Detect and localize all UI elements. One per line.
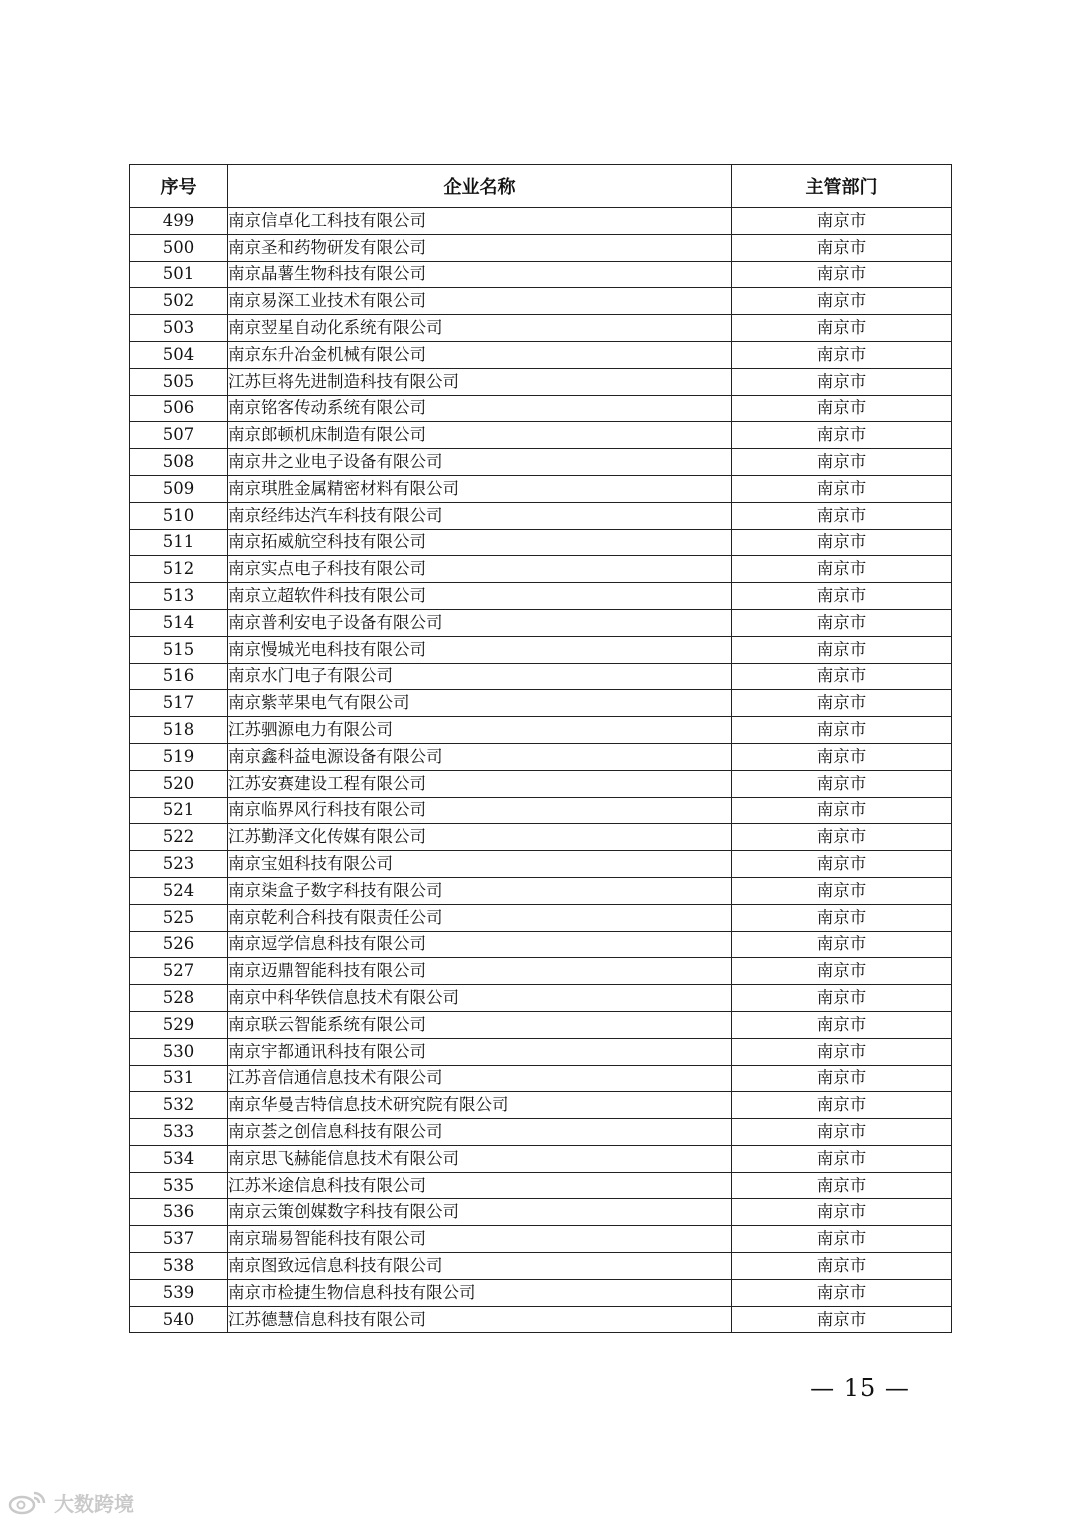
row-department: 南京市: [732, 449, 952, 476]
table-row: [130, 583, 952, 610]
row-enterprise-name: 南京宝姐科技有限公司: [228, 851, 732, 878]
row-serial-number: 509: [130, 475, 228, 502]
row-department: 南京市: [732, 529, 952, 556]
row-department: 南京市: [732, 556, 952, 583]
row-serial-number: 518: [130, 717, 228, 744]
table-row: [130, 395, 952, 422]
row-enterprise-name: 南京图致远信息科技有限公司: [228, 1253, 732, 1280]
row-serial-number: 503: [130, 315, 228, 342]
row-enterprise-name: 南京易深工业技术有限公司: [228, 288, 732, 315]
row-serial-number: 512: [130, 556, 228, 583]
row-serial-number: 522: [130, 824, 228, 851]
row-serial-number: 508: [130, 449, 228, 476]
row-department: 南京市: [732, 931, 952, 958]
row-department: 南京市: [732, 797, 952, 824]
row-department: 南京市: [732, 717, 952, 744]
row-serial-number: 514: [130, 609, 228, 636]
table-row: [130, 609, 952, 636]
row-serial-number: 534: [130, 1145, 228, 1172]
row-department: 南京市: [732, 261, 952, 288]
row-department: 南京市: [732, 315, 952, 342]
row-serial-number: 528: [130, 985, 228, 1012]
row-enterprise-name: 南京荟之创信息科技有限公司: [228, 1119, 732, 1146]
table-row: [130, 824, 952, 851]
row-serial-number: 527: [130, 958, 228, 985]
row-enterprise-name: 南京郎顿机床制造有限公司: [228, 422, 732, 449]
row-serial-number: 540: [130, 1306, 228, 1333]
table-row: [130, 556, 952, 583]
row-department: 南京市: [732, 395, 952, 422]
row-serial-number: 521: [130, 797, 228, 824]
row-enterprise-name: 南京翌星自动化系统有限公司: [228, 315, 732, 342]
table-row: [130, 208, 952, 235]
row-enterprise-name: 南京圣和药物研发有限公司: [228, 234, 732, 261]
row-enterprise-name: 南京鑫科益电源设备有限公司: [228, 743, 732, 770]
table-row: [130, 288, 952, 315]
row-serial-number: 516: [130, 663, 228, 690]
table-row: [130, 449, 952, 476]
row-enterprise-name: 南京慢城光电科技有限公司: [228, 636, 732, 663]
table-row: [130, 341, 952, 368]
table-row: [130, 1065, 952, 1092]
row-department: 南京市: [732, 583, 952, 610]
row-department: 南京市: [732, 904, 952, 931]
row-serial-number: 539: [130, 1279, 228, 1306]
row-serial-number: 531: [130, 1065, 228, 1092]
row-enterprise-name: 南京迈鼎智能科技有限公司: [228, 958, 732, 985]
row-enterprise-name: 江苏勤泽文化传媒有限公司: [228, 824, 732, 851]
table-row: [130, 904, 952, 931]
row-serial-number: 499: [130, 208, 228, 235]
row-enterprise-name: 南京井之业电子设备有限公司: [228, 449, 732, 476]
table-row: [130, 1306, 952, 1333]
table-row: [130, 958, 952, 985]
row-enterprise-name: 南京华曼吉特信息技术研究院有限公司: [228, 1092, 732, 1119]
row-department: 南京市: [732, 851, 952, 878]
row-department: 南京市: [732, 609, 952, 636]
row-department: 南京市: [732, 1119, 952, 1146]
row-enterprise-name: 南京水门电子有限公司: [228, 663, 732, 690]
row-department: 南京市: [732, 1145, 952, 1172]
page-number: — 15 —: [810, 1374, 910, 1402]
row-enterprise-name: 南京普利安电子设备有限公司: [228, 609, 732, 636]
table-row: [130, 422, 952, 449]
table-row: [130, 1145, 952, 1172]
row-enterprise-name: 南京瑞易智能科技有限公司: [228, 1226, 732, 1253]
watermark-text: 大数跨境: [54, 1492, 134, 1516]
table-row: [130, 315, 952, 342]
row-serial-number: 533: [130, 1119, 228, 1146]
row-enterprise-name: 南京经纬达汽车科技有限公司: [228, 502, 732, 529]
row-department: 南京市: [732, 234, 952, 261]
row-enterprise-name: 南京铭客传动系统有限公司: [228, 395, 732, 422]
row-department: 南京市: [732, 1092, 952, 1119]
row-enterprise-name: 江苏音信通信息技术有限公司: [228, 1065, 732, 1092]
table-row: [130, 475, 952, 502]
row-department: 南京市: [732, 824, 952, 851]
table-row: [130, 1199, 952, 1226]
row-serial-number: 515: [130, 636, 228, 663]
table-row: [130, 234, 952, 261]
row-serial-number: 530: [130, 1038, 228, 1065]
table-row: [130, 663, 952, 690]
row-department: 南京市: [732, 770, 952, 797]
row-department: 南京市: [732, 502, 952, 529]
table-row: [130, 717, 952, 744]
row-serial-number: 511: [130, 529, 228, 556]
table-row: [130, 851, 952, 878]
row-serial-number: 507: [130, 422, 228, 449]
table-row: [130, 931, 952, 958]
row-serial-number: 535: [130, 1172, 228, 1199]
table-row: [130, 770, 952, 797]
table-row: [130, 1226, 952, 1253]
row-department: 南京市: [732, 663, 952, 690]
watermark: [8, 1488, 134, 1517]
row-department: 南京市: [732, 341, 952, 368]
row-department: 南京市: [732, 368, 952, 395]
row-serial-number: 536: [130, 1199, 228, 1226]
row-department: 南京市: [732, 743, 952, 770]
row-enterprise-name: 南京乾利合科技有限责任公司: [228, 904, 732, 931]
row-serial-number: 526: [130, 931, 228, 958]
table-row: [130, 502, 952, 529]
table-row: [130, 1011, 952, 1038]
row-enterprise-name: 江苏米途信息科技有限公司: [228, 1172, 732, 1199]
row-serial-number: 532: [130, 1092, 228, 1119]
row-serial-number: 500: [130, 234, 228, 261]
table-row: [130, 1172, 952, 1199]
row-enterprise-name: 江苏驷源电力有限公司: [228, 717, 732, 744]
row-enterprise-name: 南京逗学信息科技有限公司: [228, 931, 732, 958]
row-enterprise-name: 江苏巨将先进制造科技有限公司: [228, 368, 732, 395]
row-serial-number: 529: [130, 1011, 228, 1038]
row-serial-number: 502: [130, 288, 228, 315]
row-serial-number: 523: [130, 851, 228, 878]
row-department: 南京市: [732, 208, 952, 235]
table-row: [130, 529, 952, 556]
table-row: [130, 1119, 952, 1146]
row-serial-number: 510: [130, 502, 228, 529]
table-row: [130, 368, 952, 395]
row-department: 南京市: [732, 1065, 952, 1092]
table-body: [130, 208, 952, 1333]
table-row: [130, 1279, 952, 1306]
row-enterprise-name: 南京东升冶金机械有限公司: [228, 341, 732, 368]
row-enterprise-name: 南京思飞赫能信息技术有限公司: [228, 1145, 732, 1172]
row-enterprise-name: 南京紫苹果电气有限公司: [228, 690, 732, 717]
row-department: 南京市: [732, 422, 952, 449]
row-department: 南京市: [732, 1038, 952, 1065]
table-row: [130, 690, 952, 717]
row-department: 南京市: [732, 958, 952, 985]
enterprise-table: [129, 164, 952, 1333]
row-department: 南京市: [732, 985, 952, 1012]
row-serial-number: 537: [130, 1226, 228, 1253]
row-enterprise-name: 南京临界风行科技有限公司: [228, 797, 732, 824]
row-enterprise-name: 江苏德慧信息科技有限公司: [228, 1306, 732, 1333]
row-serial-number: 524: [130, 877, 228, 904]
row-enterprise-name: 南京柒盒子数字科技有限公司: [228, 877, 732, 904]
row-enterprise-name: 南京立超软件科技有限公司: [228, 583, 732, 610]
row-enterprise-name: 南京云策创媒数字科技有限公司: [228, 1199, 732, 1226]
row-serial-number: 501: [130, 261, 228, 288]
row-department: 南京市: [732, 636, 952, 663]
header-serial-number: 序号: [130, 165, 228, 208]
row-department: 南京市: [732, 475, 952, 502]
header-department: 主管部门: [732, 165, 952, 208]
table-row: [130, 1038, 952, 1065]
row-department: 南京市: [732, 1172, 952, 1199]
row-serial-number: 525: [130, 904, 228, 931]
row-enterprise-name: 南京信卓化工科技有限公司: [228, 208, 732, 235]
header-enterprise-name: 企业名称: [228, 165, 732, 208]
row-enterprise-name: 南京拓威航空科技有限公司: [228, 529, 732, 556]
row-enterprise-name: 江苏安赛建设工程有限公司: [228, 770, 732, 797]
row-department: 南京市: [732, 1226, 952, 1253]
row-department: 南京市: [732, 690, 952, 717]
table-row: [130, 636, 952, 663]
table-header-row: [130, 165, 952, 208]
row-serial-number: 517: [130, 690, 228, 717]
weibo-logo-icon: [8, 1490, 48, 1516]
row-enterprise-name: 南京中科华铁信息技术有限公司: [228, 985, 732, 1012]
row-enterprise-name: 南京琪胜金属精密材料有限公司: [228, 475, 732, 502]
row-serial-number: 520: [130, 770, 228, 797]
row-enterprise-name: 南京宇都通讯科技有限公司: [228, 1038, 732, 1065]
row-enterprise-name: 南京联云智能系统有限公司: [228, 1011, 732, 1038]
table-row: [130, 985, 952, 1012]
table-row: [130, 797, 952, 824]
table-row: [130, 261, 952, 288]
row-serial-number: 538: [130, 1253, 228, 1280]
row-department: 南京市: [732, 288, 952, 315]
row-department: 南京市: [732, 1306, 952, 1333]
row-enterprise-name: 南京市检捷生物信息科技有限公司: [228, 1279, 732, 1306]
row-department: 南京市: [732, 1279, 952, 1306]
row-serial-number: 519: [130, 743, 228, 770]
table-row: [130, 1092, 952, 1119]
row-serial-number: 505: [130, 368, 228, 395]
row-department: 南京市: [732, 1253, 952, 1280]
row-serial-number: 504: [130, 341, 228, 368]
row-enterprise-name: 南京晶薯生物科技有限公司: [228, 261, 732, 288]
row-serial-number: 506: [130, 395, 228, 422]
row-enterprise-name: 南京实点电子科技有限公司: [228, 556, 732, 583]
table-row: [130, 1253, 952, 1280]
row-department: 南京市: [732, 877, 952, 904]
row-serial-number: 513: [130, 583, 228, 610]
table-row: [130, 743, 952, 770]
row-department: 南京市: [732, 1011, 952, 1038]
row-department: 南京市: [732, 1199, 952, 1226]
table-row: [130, 877, 952, 904]
